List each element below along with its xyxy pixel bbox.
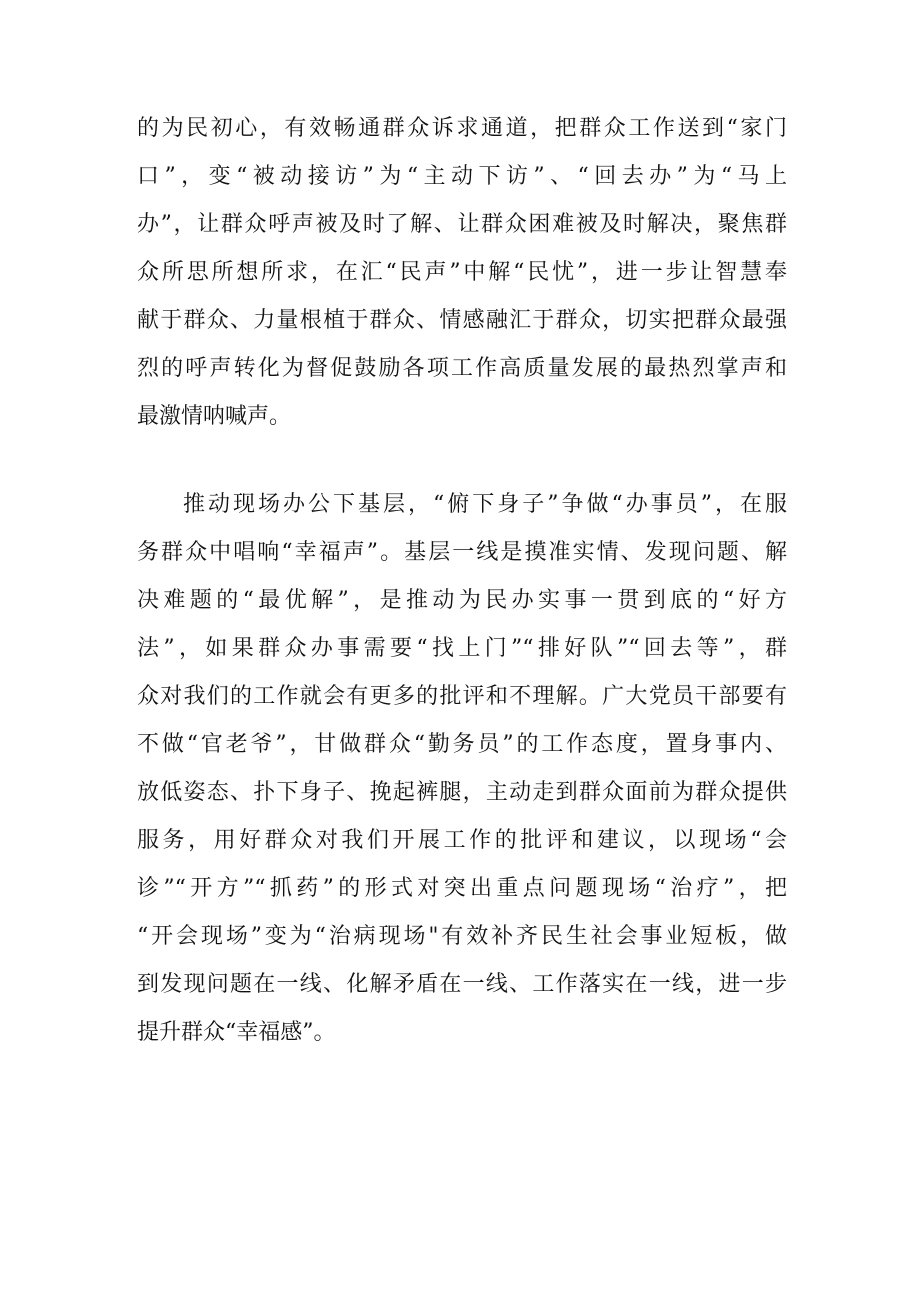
paragraph-line: 到发现问题在一线、化解矛盾在一线、工作落实在一线，进一步 <box>137 972 787 997</box>
paragraph-line: 众对我们的工作就会有更多的批评和不理解。广大党员干部要有 <box>137 684 787 709</box>
paragraph-line: 的为民初心，有效畅通群众诉求通道，把群众工作送到“家门 <box>137 116 787 141</box>
paragraph-line: 众所思所想所求，在汇“民声”中解“民忧”，进一步让智慧奉 <box>137 260 787 285</box>
paragraph-line: 服务，用好群众对我们开展工作的批评和建议，以现场“会 <box>137 828 787 853</box>
paragraph-line: 办”，让群众呼声被及时了解、让群众困难被及时解决，聚焦群 <box>137 212 787 237</box>
paragraph-line: 法”，如果群众办事需要“找上门”“排好队”“回去等”，群 <box>137 636 787 661</box>
paragraph-line: 烈的呼声转化为督促鼓励各项工作高质量发展的最热烈掌声和 <box>137 356 787 381</box>
paragraph-2 <box>137 481 787 1057</box>
paragraph-1 <box>137 105 787 441</box>
paragraph-line: 提升群众“幸福感”。 <box>137 1020 336 1045</box>
paragraph-line: 口”，变“被动接访”为“主动下访”、“回去办”为“马上 <box>137 164 787 189</box>
paragraph-line: 诊”“开方”“抓药”的形式对突出重点问题现场“治疗”，把 <box>137 876 787 901</box>
paragraph-line: 献于群众、力量根植于群众、情感融汇于群众，切实把群众最强 <box>137 308 787 333</box>
paragraph-line: 推动现场办公下基层，“俯下身子”争做“办事员”，在服 <box>183 492 787 517</box>
paragraph-line: 不做“官老爷”，甘做群众“勤务员”的工作态度，置身事内、 <box>137 732 787 757</box>
paragraph-line: 放低姿态、扑下身子、挽起裤腿，主动走到群众面前为群众提供 <box>137 780 787 805</box>
paragraph-line: 决难题的“最优解”，是推动为民办实事一贯到底的“好方 <box>137 588 787 613</box>
paragraph-line: “开会现场”变为“治病现场"有效补齐民生社会事业短板，做 <box>137 924 787 949</box>
paragraph-line: 最激情呐喊声。 <box>137 404 292 429</box>
paragraph-line: 务群众中唱响“幸福声”。基层一线是摸准实情、发现问题、解 <box>137 540 787 565</box>
